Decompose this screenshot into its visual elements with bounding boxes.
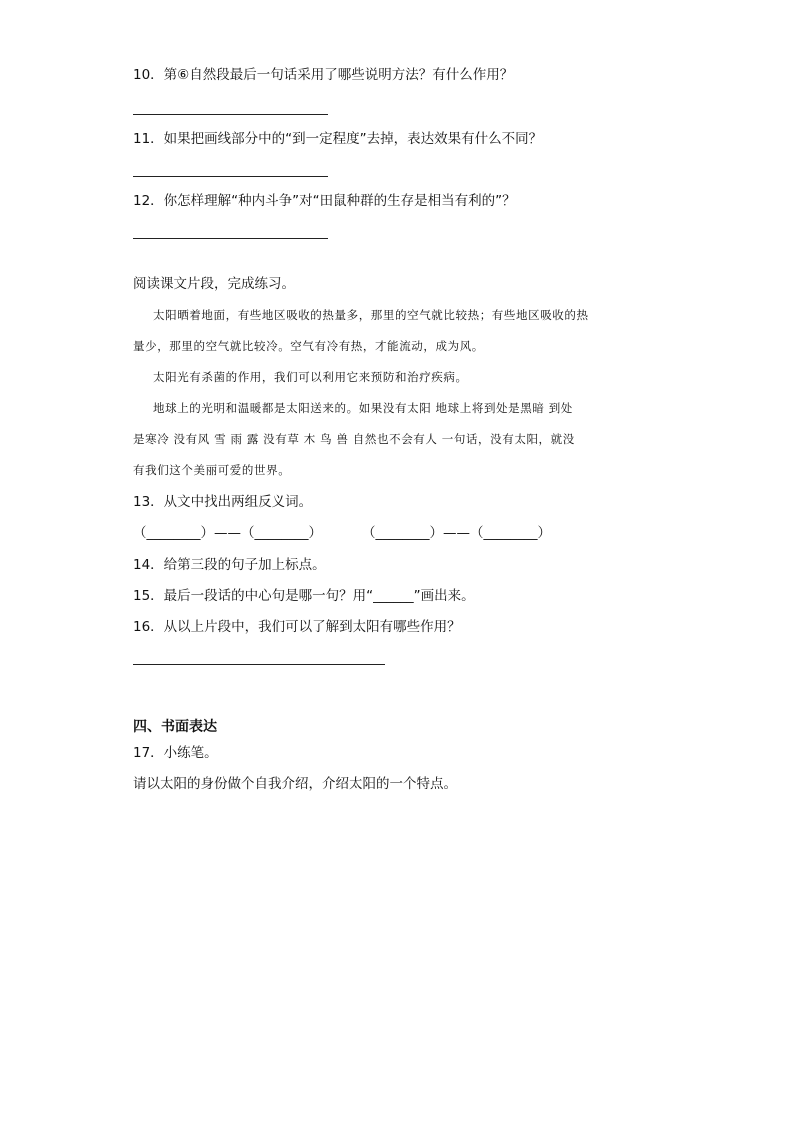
question-15: 15．最后一段话的中心句是哪一句？用“______”画出来。 [133, 588, 475, 604]
passage-paragraph-2-line-1: 太阳光有杀菌的作用，我们可以利用它来预防和治疗疾病。 [153, 370, 468, 384]
antonym-blanks-row [133, 524, 573, 542]
answer-line-16 [133, 664, 385, 665]
question-11: 11．如果把画线部分中的“到一定程度”去掉，表达效果有什么不同？ [133, 131, 543, 147]
question-16: 16．从以上片段中，我们可以了解到太阳有哪些作用？ [133, 619, 461, 635]
passage-paragraph-1-line-2: 量少，那里的空气就比较冷。空气有冷有热，才能流动，成为风。 [133, 339, 484, 353]
answer-line-10 [133, 114, 328, 115]
question-13: 13．从文中找出两组反义词。 [133, 494, 313, 510]
question-14: 14．给第三段的句子加上标点。 [133, 557, 326, 573]
passage-paragraph-3-line-2: 是寒冷 没有风 雪 雨 露 没有草 木 鸟 兽 自然也不会有人 一句话，没有太阳，就没 [133, 432, 575, 446]
antonym-pair-2[interactable]: （________）——（________） [362, 525, 551, 541]
passage-paragraph-1-line-1: 太阳晒着地面，有些地区吸收的热量多，那里的空气就比较热；有些地区吸收的热 [153, 308, 589, 322]
writing-prompt: 请以太阳的身份做个自我介绍，介绍太阳的一个特点。 [133, 776, 457, 792]
reading-instruction: 阅读课文片段，完成练习。 [133, 276, 295, 292]
passage-paragraph-3-line-1: 地球上的光明和温暖都是太阳送来的。如果没有太阳 地球上将到处是黑暗 到处 [153, 401, 573, 415]
answer-line-12 [133, 238, 328, 239]
antonym-pair-1[interactable]: （________）——（________） [133, 525, 322, 541]
question-17: 17．小练笔。 [133, 745, 218, 761]
question-12: 12．你怎样理解“种内斗争”对“田鼠种群的生存是相当有利的”？ [133, 193, 516, 209]
passage-paragraph-3-line-3: 有我们这个美丽可爱的世界。 [133, 463, 291, 477]
section-4-title: 四、书面表达 [133, 719, 217, 735]
answer-line-11 [133, 176, 328, 177]
question-10: 10．第⑥自然段最后一句话采用了哪些说明方法？有什么作用？ [133, 67, 514, 83]
